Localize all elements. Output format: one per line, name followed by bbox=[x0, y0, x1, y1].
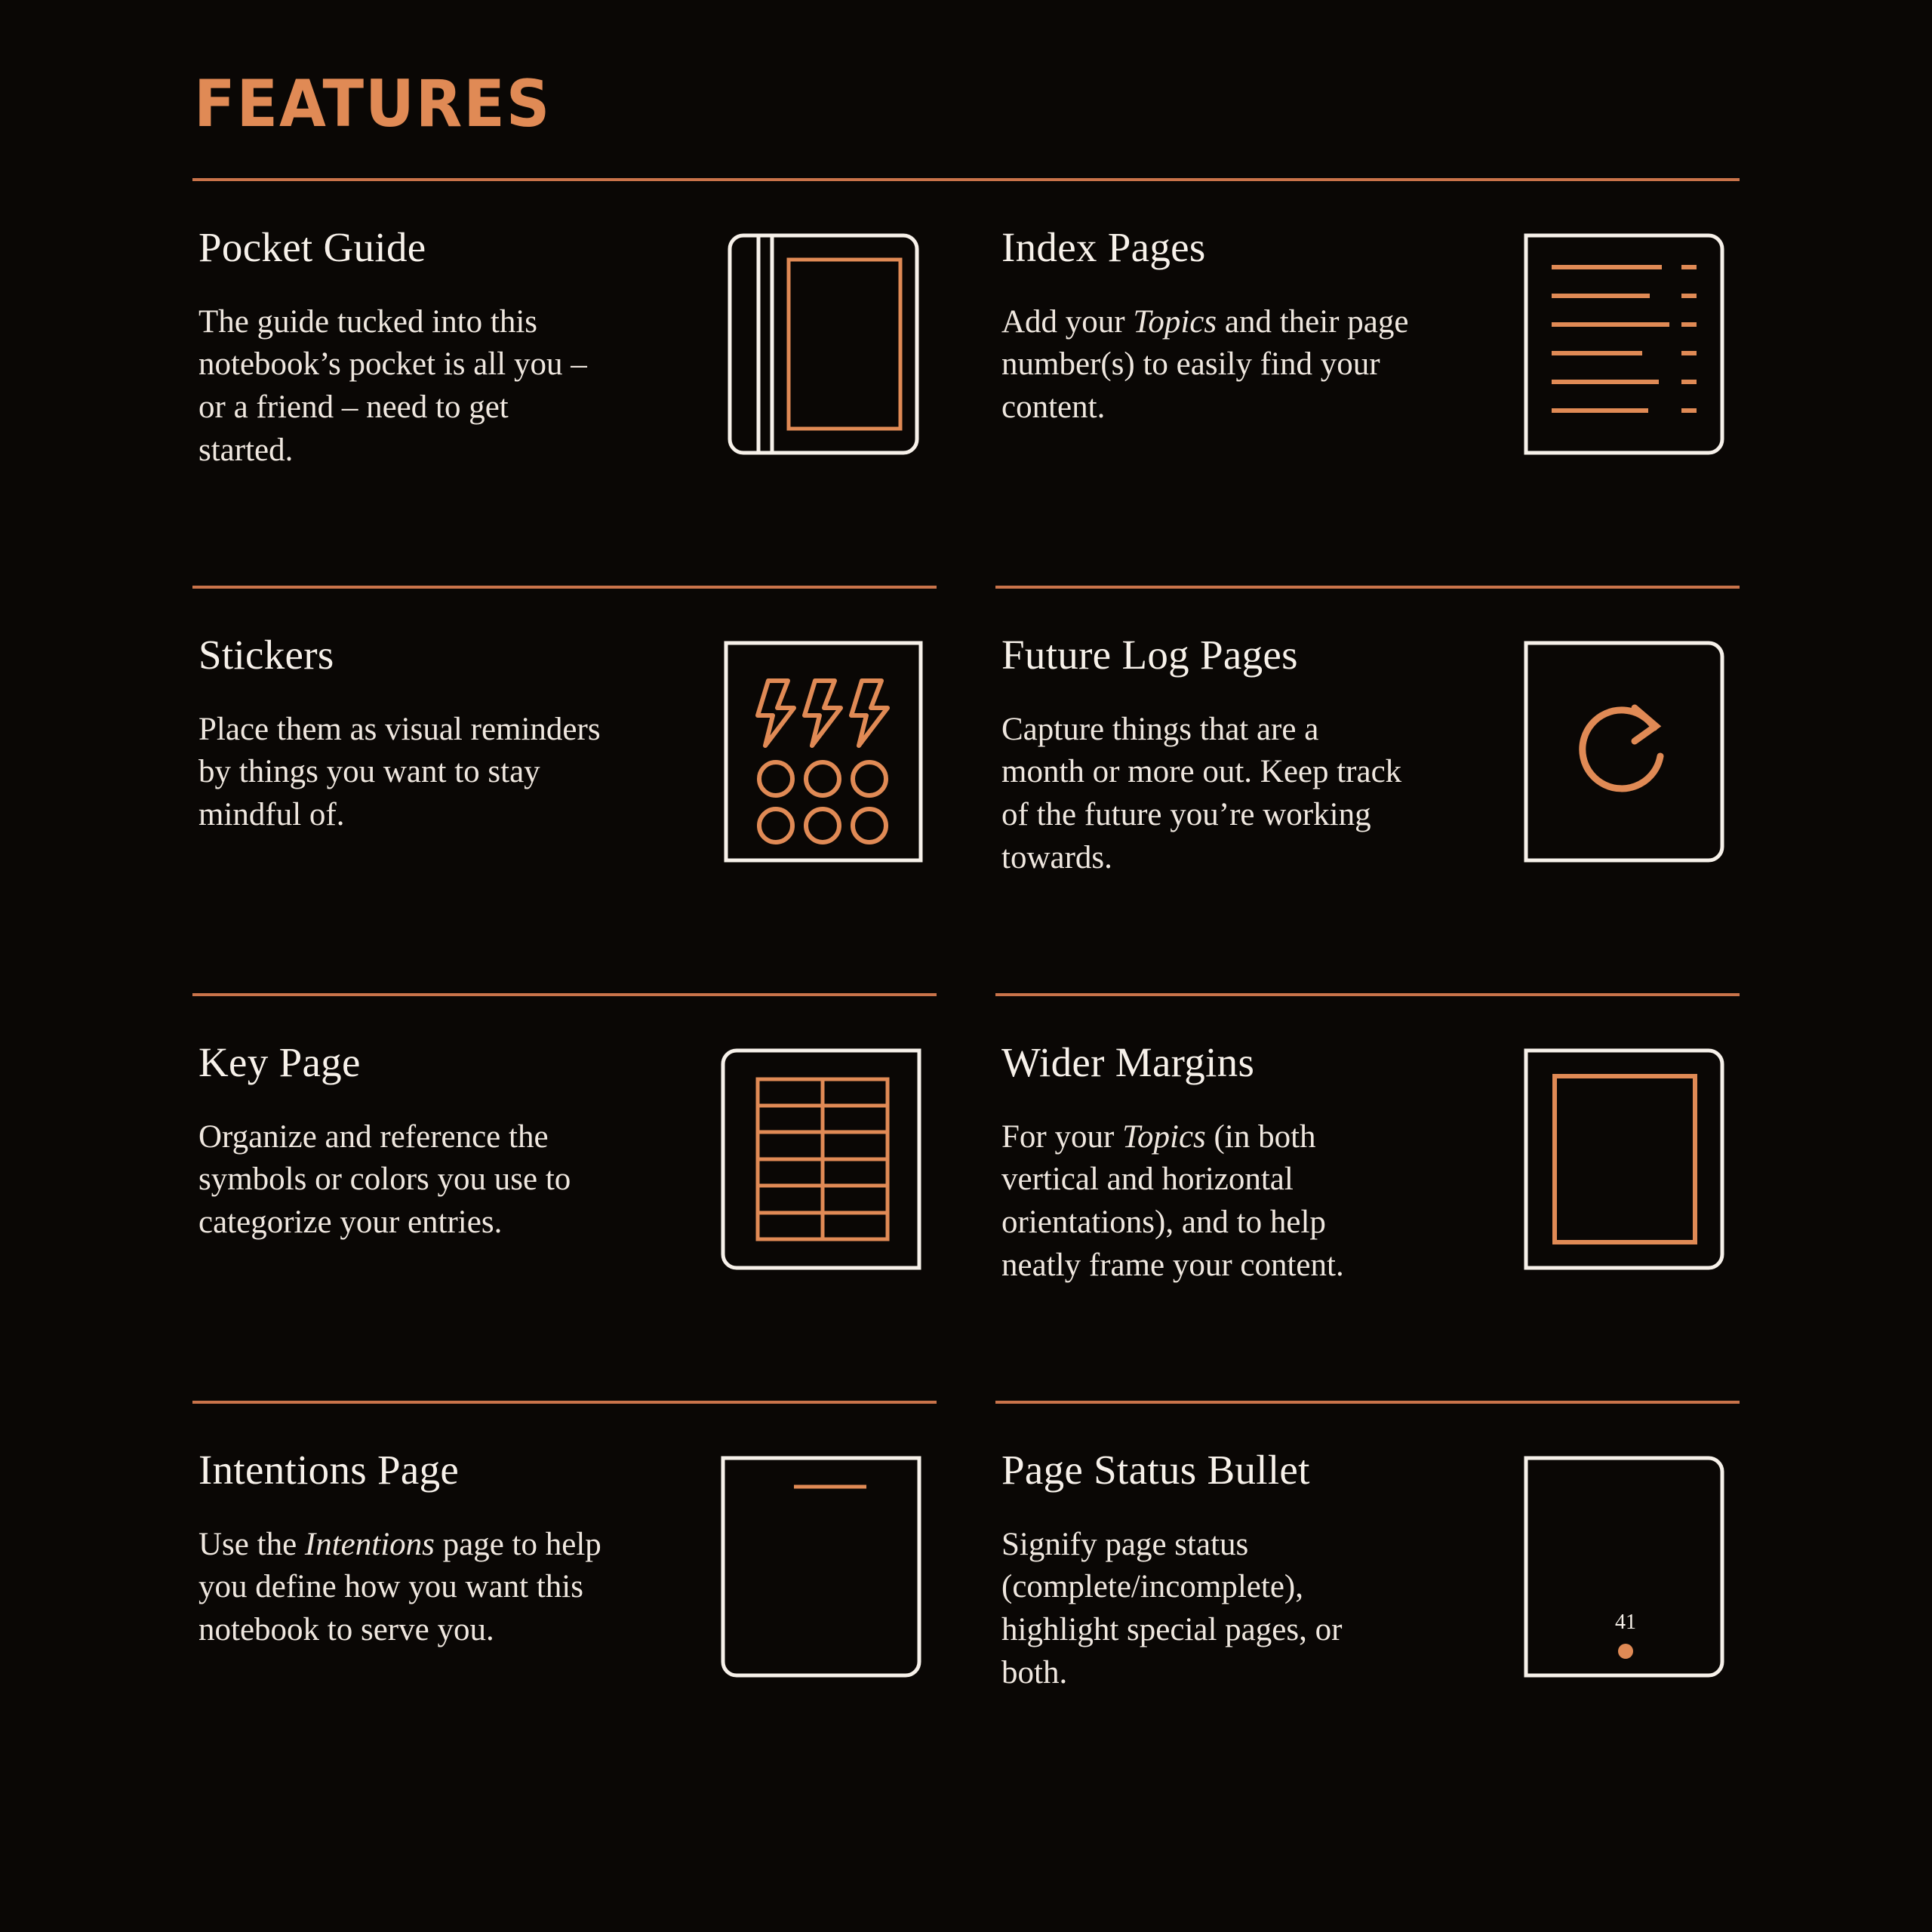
intentions-page-icon bbox=[710, 1443, 937, 1680]
body-part-after: and their page number(s) to easily find your content. bbox=[1001, 303, 1409, 425]
feature-pocket-guide bbox=[192, 181, 937, 589]
body-part-after: (in both vertical and horizontal orientations), and to help neatly frame your content. bbox=[1001, 1118, 1344, 1283]
feature-text bbox=[995, 1035, 1418, 1287]
feature-body: Signify page status (complete/incomplete), highlight special pages, or both. bbox=[1001, 1526, 1343, 1690]
sticker-sheet-icon bbox=[710, 628, 937, 865]
body-emphasis: Topics bbox=[1122, 1118, 1206, 1155]
index-lines-icon bbox=[1513, 220, 1740, 457]
feature-title: Pocket Guide bbox=[198, 224, 426, 270]
feature-title: Stickers bbox=[198, 632, 334, 678]
feature-text bbox=[192, 1035, 615, 1244]
feature-title: Future Log Pages bbox=[1001, 632, 1298, 678]
feature-text bbox=[995, 1443, 1418, 1695]
feature-index-pages bbox=[995, 181, 1740, 589]
feature-page-status-bullet bbox=[995, 1404, 1740, 1811]
feature-title: Page Status Bullet bbox=[1001, 1447, 1310, 1493]
feature-wider-margins bbox=[995, 996, 1740, 1404]
page-status-bullet-icon bbox=[1513, 1443, 1740, 1680]
feature-text bbox=[192, 628, 615, 837]
feature-text bbox=[192, 220, 615, 472]
feature-text bbox=[995, 628, 1418, 880]
body-emphasis: Intentions bbox=[304, 1526, 435, 1562]
body-part-after: page to help you define how you want this notebook to serve you. bbox=[198, 1526, 601, 1647]
key-grid-icon bbox=[710, 1035, 937, 1272]
page-title: FEATURES bbox=[194, 66, 552, 142]
feature-body bbox=[1001, 301, 1409, 429]
margin-frame-icon bbox=[1513, 1035, 1740, 1272]
feature-body: Capture things that are a month or more out. Keep track of the future you’re working towards. bbox=[1001, 711, 1402, 875]
feature-body: Place them as visual reminders by things you want to stay mindful of. bbox=[198, 711, 601, 832]
feature-body: Organize and reference the symbols or colors you use to categorize your entries. bbox=[198, 1118, 571, 1240]
circular-arrow-icon bbox=[1513, 628, 1740, 865]
feature-intentions-page bbox=[192, 1404, 937, 1811]
feature-key-page bbox=[192, 996, 937, 1404]
feature-title: Key Page bbox=[198, 1039, 361, 1085]
page-number-label: 41 bbox=[1615, 1611, 1636, 1634]
feature-body: The guide tucked into this notebook’s pocket is all you – or a friend – need to get started. bbox=[198, 303, 587, 468]
feature-future-log-pages bbox=[995, 589, 1740, 996]
feature-title: Intentions Page bbox=[198, 1447, 460, 1493]
feature-body bbox=[1001, 1116, 1409, 1287]
notebook-with-pocket-icon bbox=[710, 220, 937, 457]
feature-text bbox=[995, 220, 1418, 429]
feature-title: Index Pages bbox=[1001, 224, 1206, 270]
body-emphasis: Topics bbox=[1133, 303, 1217, 340]
features-grid bbox=[192, 181, 1740, 1811]
body-part-before: Use the bbox=[198, 1526, 305, 1562]
feature-text bbox=[192, 1443, 615, 1652]
feature-stickers bbox=[192, 589, 937, 996]
body-part-before: Add your bbox=[1001, 303, 1134, 340]
body-part-before: For your bbox=[1001, 1118, 1123, 1155]
feature-body bbox=[198, 1524, 606, 1652]
feature-title: Wider Margins bbox=[1001, 1039, 1255, 1085]
